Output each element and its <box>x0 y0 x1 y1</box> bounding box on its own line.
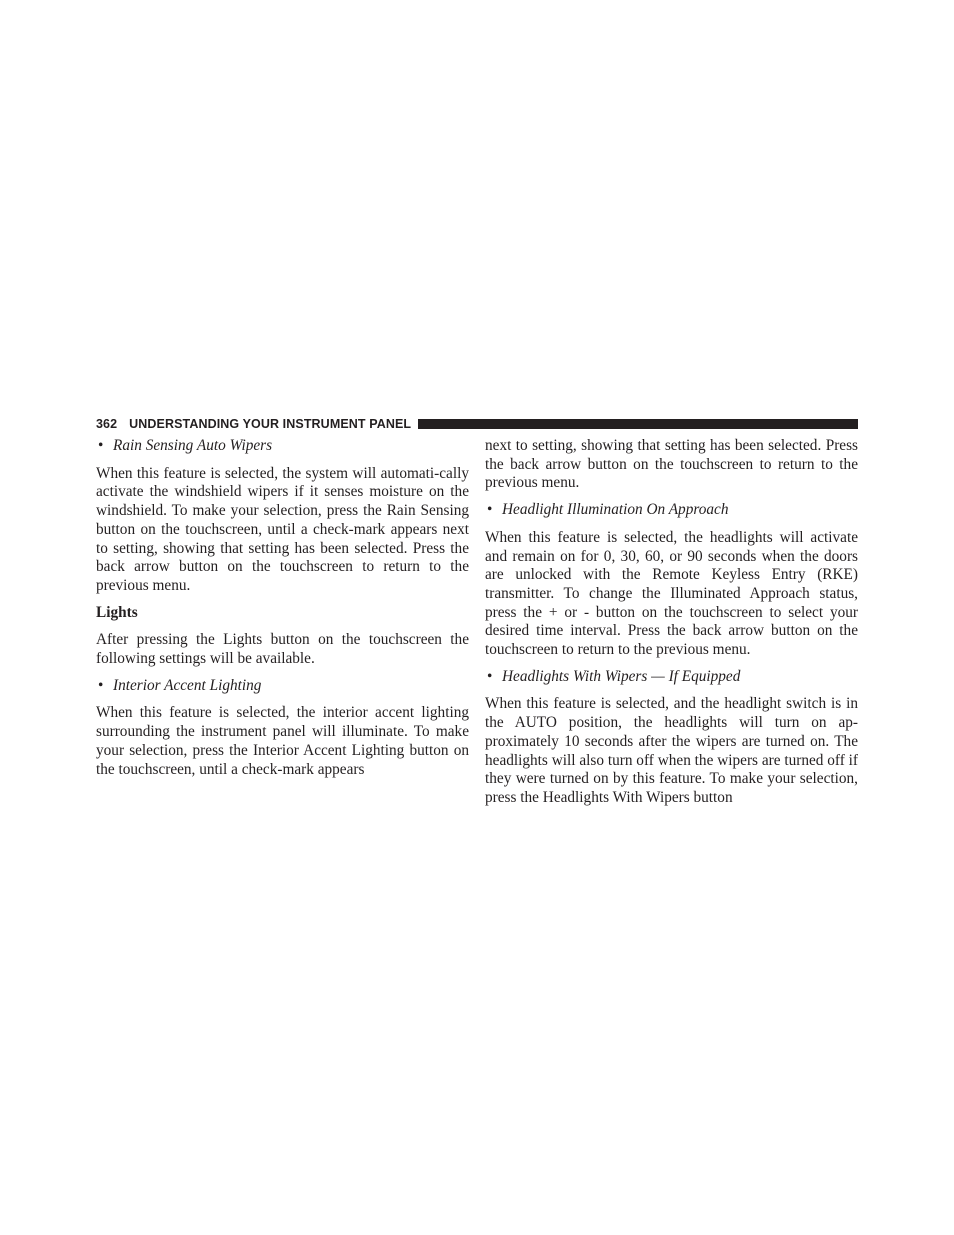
bullet-label: Headlight Illumination On Approach <box>502 501 729 519</box>
paragraph-headlights-wipers: When this feature is selected, and the headlight switch is in the AUTO position, the headlights will turn on ap-proximately 10 seconds after the wipers are turned on. The headlights will also turn off when the wipers are turned off if they were turned on by this feature. To make your selection, press the Headlights With Wipers button <box>485 695 858 806</box>
bullet-headlights-wipers <box>485 668 858 687</box>
paragraph-continued: next to setting, showing that setting has been selected. Press the back arrow button on the touchscreen to return to the previous menu. <box>485 437 858 492</box>
bullet-dot: • <box>98 437 104 454</box>
paragraph-rain-sensing: When this feature is selected, the system will automati-cally activate the windshield wipers if it senses moisture on the windshield. To make your selection, press the Rain Sensing button on the touchscreen, until a check-mark appears next to setting, showing that setting has been selected. Press the back arrow button on the touchscreen to return to the previous menu. <box>96 464 469 594</box>
bullet-dot: • <box>487 501 493 519</box>
bullet-rain-sensing <box>96 437 469 456</box>
bullet-headlight-approach <box>485 501 858 520</box>
bullet-interior-accent <box>96 677 469 696</box>
heading-lights: Lights <box>96 603 138 621</box>
paragraph-headlight-approach: When this feature is selected, the headlights will activate and remain on for 0, 30, 60, or 90 seconds when the doors are unlocked with the Remote Keyless Entry (RKE) transmitter. To change the Illuminated Approach status, press the + or - button on the touchscreen to select your desired time interval. Press the back arrow button on the touchscreen to return to the previous menu. <box>485 528 858 659</box>
bullet-label: Interior Accent Lighting <box>113 676 262 694</box>
bullet-label: Headlights With Wipers — If Equipped <box>502 667 741 685</box>
bullet-dot: • <box>98 676 104 694</box>
right-column <box>485 437 858 816</box>
page-header <box>96 416 858 432</box>
left-column <box>96 437 469 787</box>
paragraph-lights-intro: After pressing the Lights button on the touchscreen the following settings will be available. <box>96 631 469 668</box>
page-number: 362 <box>96 417 118 431</box>
paragraph-interior-accent: When this feature is selected, the interior accent lighting surrounding the instrument panel will illuminate. To make your selection, press the Interior Accent Lighting button on the touchscreen, until a check-mark appears <box>96 704 469 778</box>
header-rule <box>418 419 858 429</box>
section-title: UNDERSTANDING YOUR INSTRUMENT PANEL <box>129 417 412 431</box>
bullet-label: Rain Sensing Auto Wipers <box>113 437 273 454</box>
bullet-dot: • <box>487 667 493 685</box>
